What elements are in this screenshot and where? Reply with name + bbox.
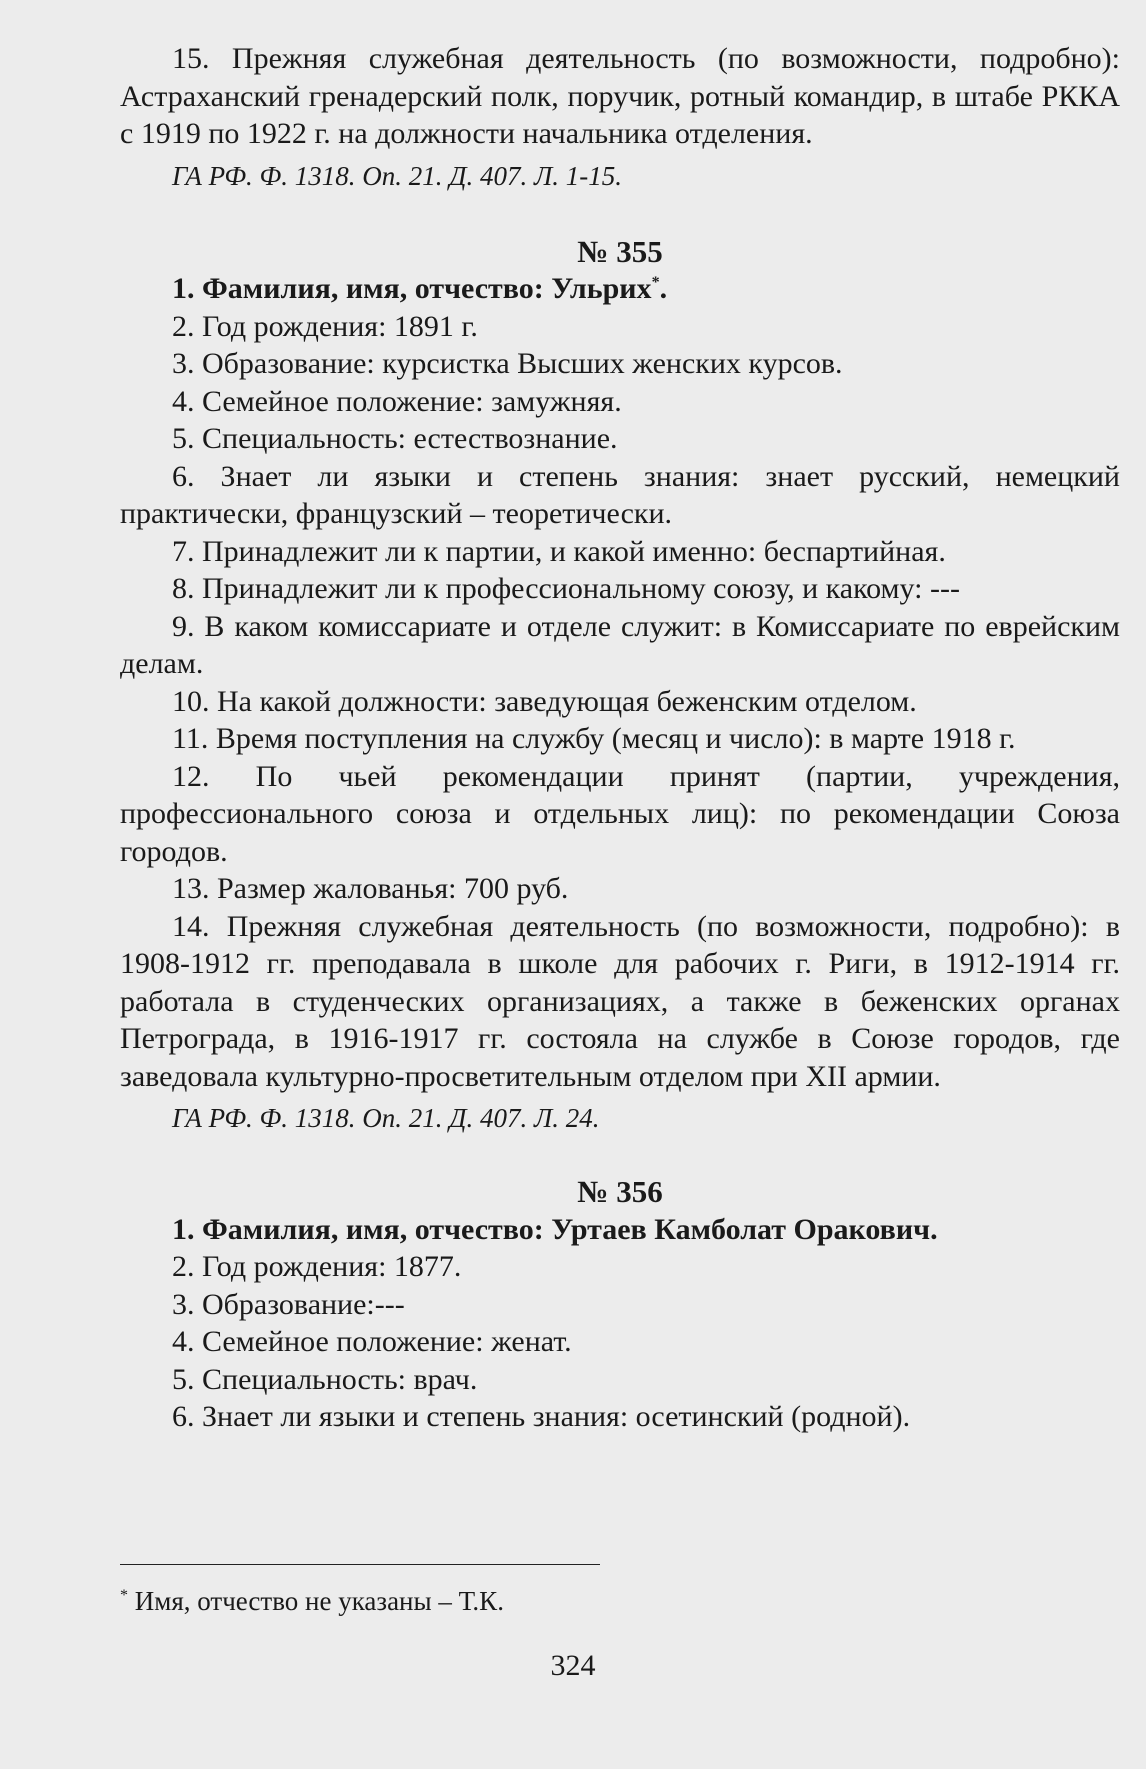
entry-356-number: № 356: [577, 1174, 663, 1209]
entry-356-item-6: 6. Знает ли языки и степень знания: осетинский (родной).: [172, 1400, 911, 1433]
entry-356: [120, 1173, 1120, 1436]
entry-355-item-11: 11. Время поступления на службу (месяц и число): в марте 1918 г.: [172, 722, 1016, 755]
entry-355-item-12: 12. По чьей рекомендации принят (партии, учреждения, профессионального союза и отдельных лиц): по рекомендации Союза городов.: [120, 759, 1120, 868]
entry-355-item-13: 13. Размер жалованья: 700 руб.: [172, 872, 569, 905]
entry-354-item-15: 15. Прежняя служебная деятельность (по возможности, подробно): Астраханский гренадерский полк, поручик, ротный командир, в штабе РККА с 1919 по 1922 г. на должности начальника отделения.: [120, 42, 1120, 150]
entry-355-number: № 355: [577, 233, 663, 269]
entry-355-archive-source: ГА РФ. Ф. 1318. Оп. 21. Д. 407. Л. 24.: [172, 1103, 600, 1133]
page-body: [120, 40, 1120, 1436]
footnote-marker: *: [651, 274, 660, 291]
entry-355-item-14: 14. Прежняя служебная деятельность (по возможности, подробно): в 1908-1912 гг. преподавала в школе для рабочих г. Риги, в 1912-1914 гг. работала в студенческих организациях, а также в беженских органах Петрограда, в 1916-1917 гг. состояла на службе в Союзе городов, где заведовала культурно-просветительным отделом при XII армии.: [120, 909, 1120, 1093]
entry-356-item-2: 2. Год рождения: 1877.: [172, 1250, 462, 1283]
footnote-mark: *: [120, 1587, 128, 1604]
entry-356-item-1: 1. Фамилия, имя, отчество: Уртаев Камболат Оракович.: [172, 1212, 938, 1246]
entry-354-archive-source: ГА РФ. Ф. 1318. Оп. 21. Д. 407. Л. 1-15.: [172, 160, 622, 191]
entry-354-tail: [120, 40, 1120, 193]
entry-355-item-3: 3. Образование: курсистка Высших женских курсов.: [172, 347, 843, 380]
entry-355-item-1-end: .: [659, 272, 668, 305]
footnote-divider: [120, 1564, 600, 1565]
entry-355-item-10: 10. На какой должности: заведующая беженским отделом.: [172, 684, 917, 718]
page-number: 324: [550, 1649, 596, 1682]
entry-355-item-8: 8. Принадлежит ли к профессиональному союзу, и какому: ---: [172, 572, 960, 605]
footnote-text: Имя, отчество не указаны – Т.К.: [128, 1586, 504, 1616]
entry-355-item-1-text: 1. Фамилия, имя, отчество: Ульрих: [172, 272, 652, 305]
entry-355-item-4: 4. Семейное положение: замужняя.: [172, 384, 622, 418]
entry-355-item-5: 5. Специальность: естествознание.: [172, 422, 618, 455]
entry-355-item-9: 9. В каком комиссариате и отделе служит: в Комиссариате по еврейским делам.: [120, 609, 1120, 680]
entry-355-item-6: 6. Знает ли языки и степень знания: знает русский, немецкий практически, французский – теоретически.: [120, 459, 1120, 530]
entry-355-item-2: 2. Год рождения: 1891 г.: [172, 309, 478, 343]
entry-356-item-3: 3. Образование:---: [172, 1287, 405, 1321]
entry-355-item-1: [120, 270, 1120, 308]
entry-356-item-5: 5. Специальность: врач.: [172, 1362, 478, 1396]
entry-355-item-7: 7. Принадлежит ли к партии, и какой именно: беспартийная.: [172, 534, 946, 568]
footnote: [120, 1584, 504, 1618]
entry-355: [120, 233, 1120, 1136]
entry-356-item-4: 4. Семейное положение: женат.: [172, 1325, 572, 1358]
